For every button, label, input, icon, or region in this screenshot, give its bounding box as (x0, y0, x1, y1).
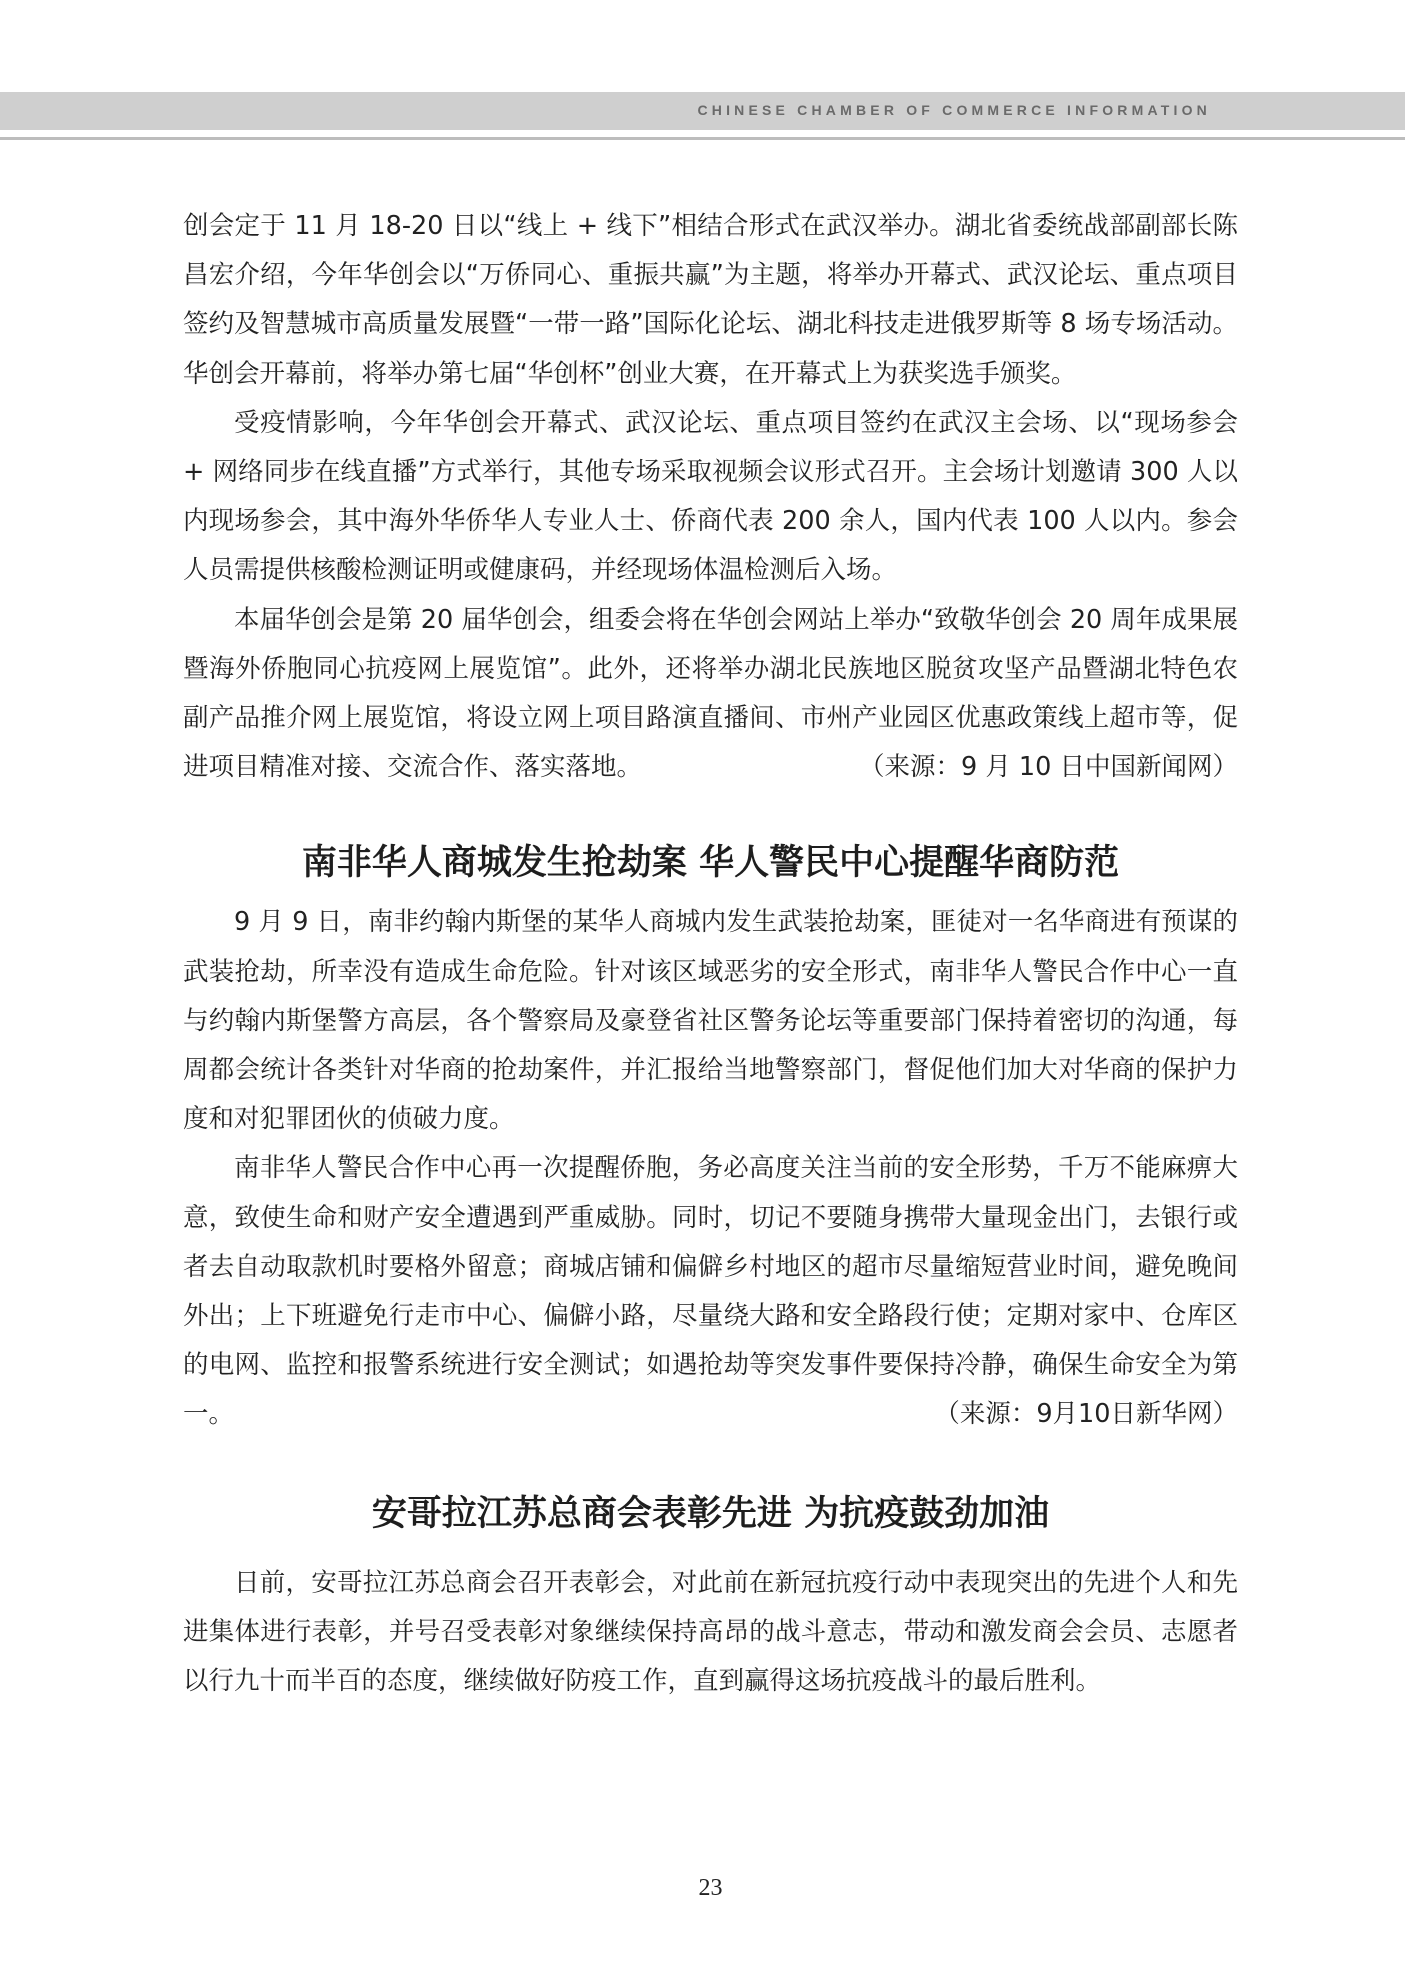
paragraph (183, 596, 1238, 793)
paragraph: 受疫情影响，今年华创会开幕式、武汉论坛、重点项目签约在武汉主会场、以“现场参会 + 网络同步在线直播”方式举行，其他专场采取视频会议形式召开。主会场计划邀请 300 人以内现场参会，其中海外华侨华人专业人士、侨商代表 200 余人，国内代表 100 人以内。参会人员需提供核酸检测证明或健康码，并经现场体温检测后入场。 (183, 407, 1238, 586)
paragraph: 9 月 9 日，南非约翰内斯堡的某华人商城内发生武装抢劫案，匪徒对一名华商进有预谋的武装抢劫，所幸没有造成生命危险。针对该区域恶劣的安全形式，南非华人警民合作中心一直与约翰内斯堡警方高层，各个警察局及豪登省社区警务论坛等重要部门保持着密切的沟通，每周都会统计各类针对华商的抢劫案件，并汇报给当地警察部门，督促他们加大对华商的保护力度和对犯罪团伙的侦破力度。 (183, 907, 1238, 1135)
paragraph: 创会定于 11 月 18-20 日以“线上 + 线下”相结合形式在武汉举办。湖北省委统战部副部长陈昌宏介绍，今年华创会以“万侨同心、重振共赢”为主题，将举办开幕式、武汉论坛、重点项目签约及智慧城市高质量发展暨“一带一路”国际化论坛、湖北科技走进俄罗斯等 8 场专场活动。华创会开幕前，将举办第七届“华创杯”创业大赛，在开幕式上为获奖选手颁奖。 (183, 211, 1238, 389)
article-continued (183, 202, 1238, 792)
article-angola (183, 1489, 1238, 1707)
article-title: 安哥拉江苏总商会表彰先进 为抗疫鼓劲加油 (371, 1493, 1050, 1534)
header-rule (0, 137, 1405, 140)
page-number: 23 (698, 1875, 723, 1901)
source-citation: （来源：9 月 10 日中国新闻网） (859, 752, 1238, 783)
page-content (183, 202, 1238, 1706)
running-header: CHINESE CHAMBER OF COMMERCE INFORMATION (697, 102, 1211, 118)
paragraph: 日前，安哥拉江苏总商会召开表彰会，对此前在新冠抗疫行动中表现突出的先进个人和先进集体进行表彰，并号召受表彰对象继续保持高昂的战斗意志，带动和激发商会会员、志愿者以行九十而半百的态度，继续做好防疫工作，直到赢得这场抗疫战斗的最后胜利。 (183, 1567, 1238, 1697)
paragraph (183, 1144, 1238, 1439)
article-title: 南非华人商城发生抢劫案 华人警民中心提醒华商防范 (301, 843, 1120, 884)
paragraph-text: 本届华创会是第 20 届华创会，组委会将在华创会网站上举办“致敬华创会 20 周年成果展暨海外侨胞同心抗疫网上展览馆”。此外，还将举办湖北民族地区脱贫攻坚产品暨湖北特色农副产品推介网上展览馆，将设立网上项目路演直播间、市州产业园区优惠政策线上超市等，促进项目精准对接、交流合作、落实落地。 (183, 604, 1238, 783)
article-south-africa (183, 838, 1238, 1439)
source-citation: （来源：9月10日新华网） (934, 1399, 1238, 1430)
paragraph-text: 南非华人警民合作中心再一次提醒侨胞，务必高度关注当前的安全形势，千万不能麻痹大意，致使生命和财产安全遭遇到严重威胁。同时，切记不要随身携带大量现金出门，去银行或者去自动取款机时要格外留意；商城店铺和偏僻乡村地区的超市尽量缩短营业时间，避免晚间外出；上下班避免行走市中心、偏僻小路，尽量绕大路和安全路段行使；定期对家中、仓库区的电网、监控和报警系统进行安全测试；如遇抢劫等突发事件要保持冷静，确保生命安全为第一。 (183, 1153, 1238, 1430)
